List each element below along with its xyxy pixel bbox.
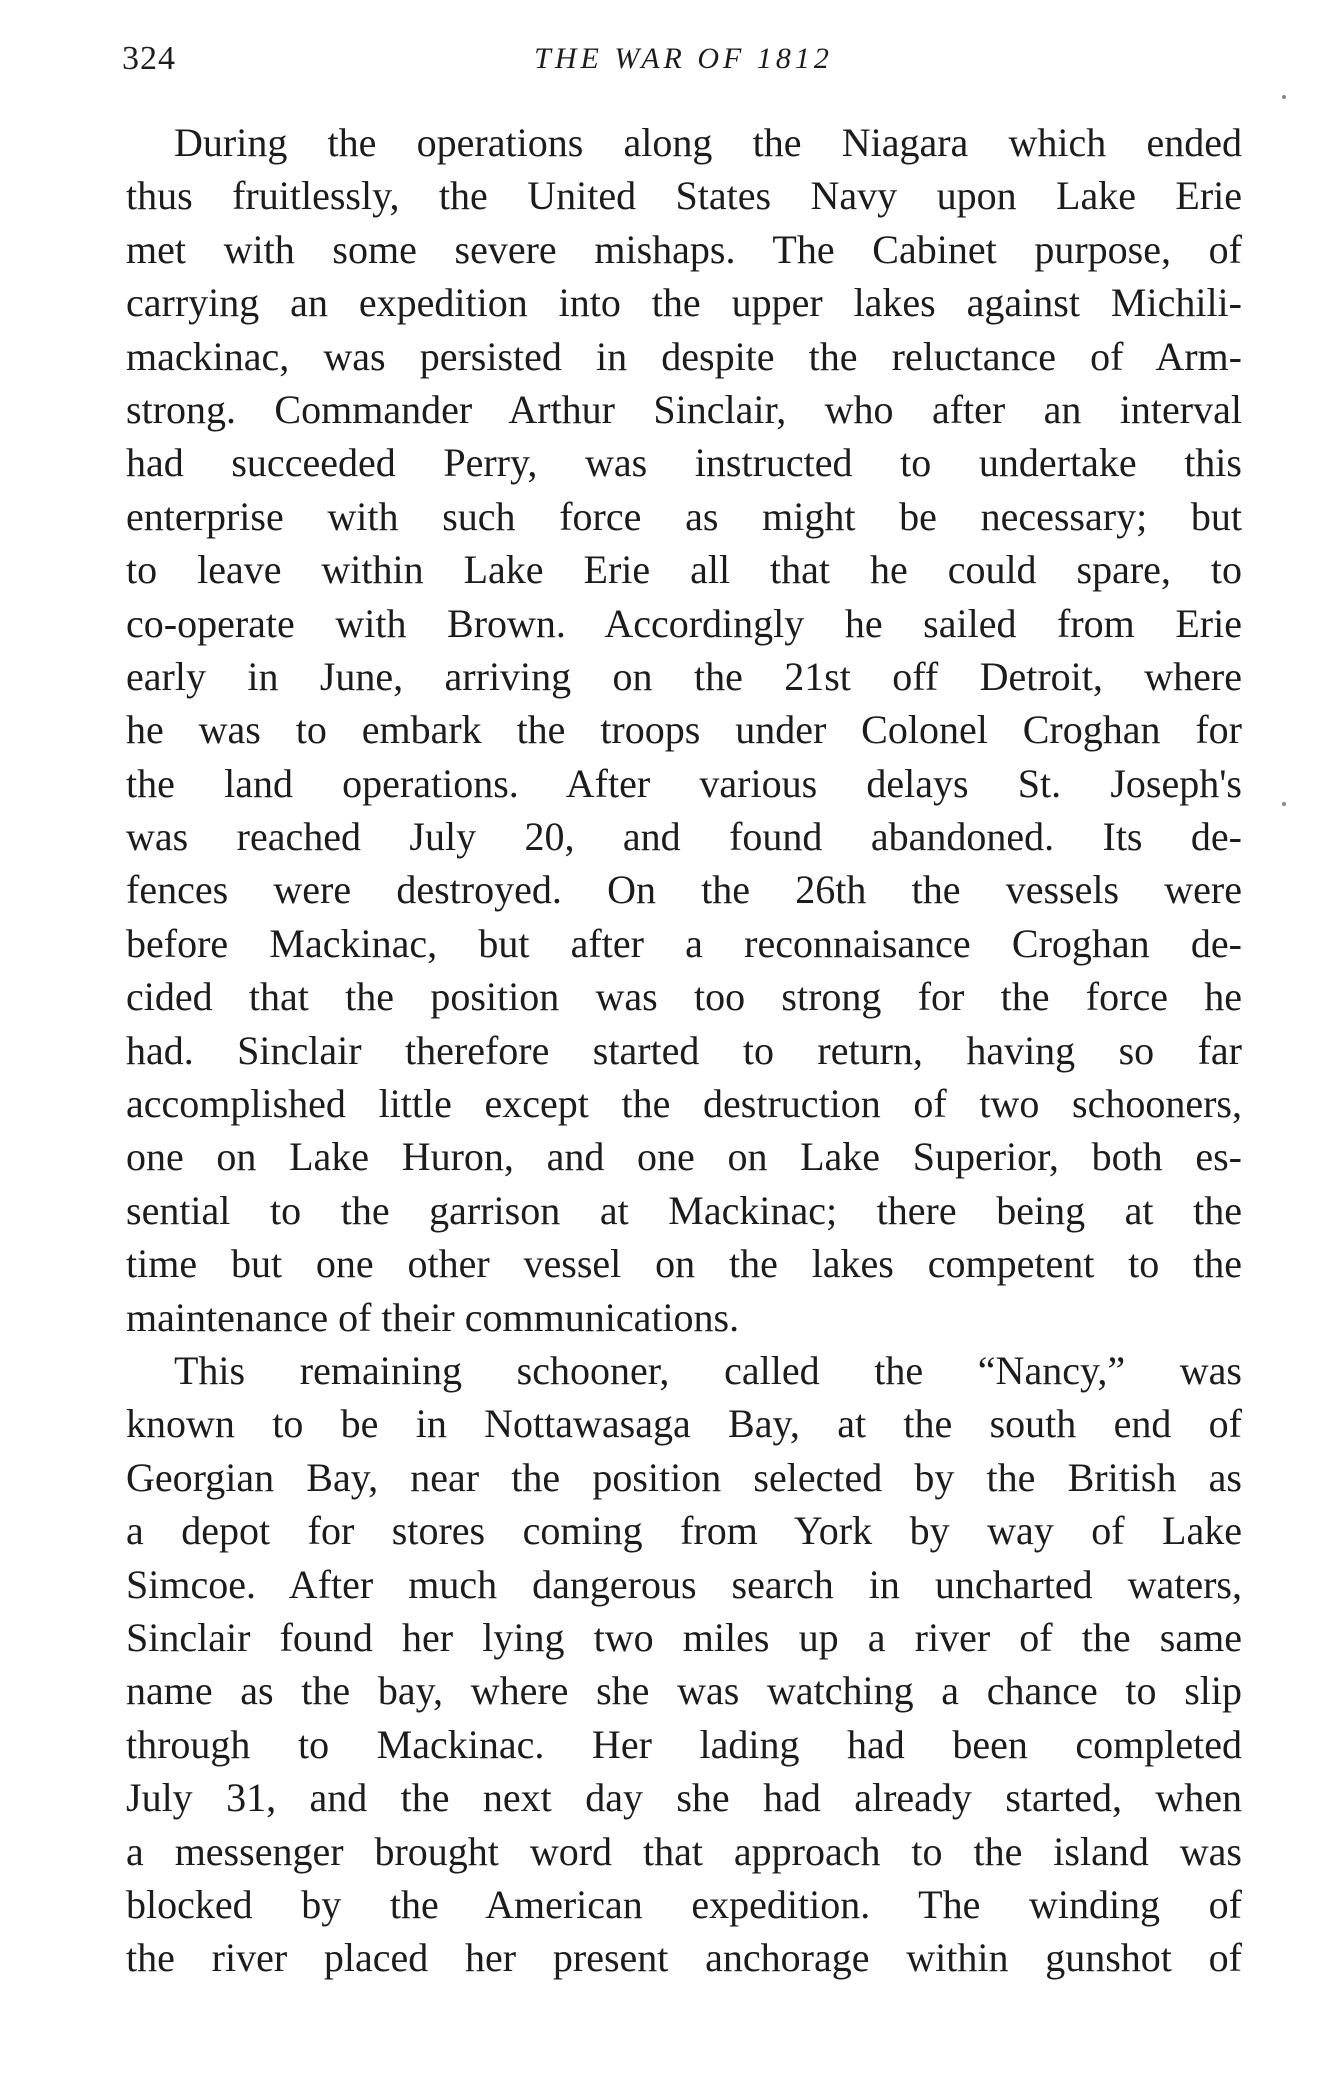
text-line: strong. Commander Arthur Sinclair, who after an interval	[126, 386, 1242, 432]
text-line: This remaining schooner, called the “Nancy,” was	[174, 1347, 1242, 1393]
text-line: had. Sinclair therefore started to return, having so far	[126, 1027, 1242, 1073]
text-line: During the operations along the Niagara which ended	[174, 120, 1242, 165]
text-line: a messenger brought word that approach to the island was	[126, 1828, 1242, 1874]
page-number: 324	[122, 40, 176, 77]
text-line: to leave within Lake Erie all that he could spare, to	[126, 547, 1242, 593]
page-header	[122, 40, 1245, 90]
text-line: sential to the garrison at Mackinac; there being at the	[126, 1187, 1242, 1233]
text-line: the land operations. After various delays St. Joseph's	[126, 760, 1242, 806]
text-line: before Mackinac, but after a reconnaisance Croghan de-	[126, 920, 1242, 966]
running-head: THE WAR OF 1812	[534, 42, 833, 75]
text-line: thus fruitlessly, the United States Navy upon Lake Erie	[126, 173, 1242, 219]
text-line: name as the bay, where she was watching a chance to slip	[126, 1668, 1242, 1714]
text-line: through to Mackinac. Her lading had been completed	[126, 1721, 1242, 1767]
text-line: co-operate with Brown. Accordingly he sailed from Erie	[126, 600, 1242, 646]
margin-speck	[1282, 802, 1286, 806]
text-line: one on Lake Huron, and one on Lake Superior, both es-	[126, 1134, 1242, 1180]
text-line: known to be in Nottawasaga Bay, at the south end of	[126, 1401, 1242, 1447]
text-line: July 31, and the next day she had already started, when	[126, 1775, 1242, 1821]
text-line: blocked by the American expedition. The winding of	[126, 1881, 1242, 1927]
text-line: the river placed her present anchorage within gunshot of	[126, 1935, 1242, 1981]
text-line: had succeeded Perry, was instructed to undertake this	[126, 440, 1242, 486]
text-line: early in June, arriving on the 21st off Detroit, where	[126, 653, 1242, 699]
text-line: Georgian Bay, near the position selected by the British as	[126, 1454, 1242, 1500]
text-line: met with some severe mishaps. The Cabinet purpose, of	[126, 226, 1242, 272]
text-line: mackinac, was persisted in despite the reluctance of Arm-	[126, 333, 1242, 379]
text-line: cided that the position was too strong for the force he	[126, 974, 1242, 1020]
text-line: enterprise with such force as might be necessary; but	[126, 493, 1242, 539]
paragraph-2	[126, 1344, 1242, 1985]
text-line: time but one other vessel on the lakes competent to the	[126, 1241, 1242, 1287]
text-line: fences were destroyed. On the 26th the vessels were	[126, 867, 1242, 913]
text-line: maintenance of their communications.	[126, 1294, 740, 1340]
text-line: was reached July 20, and found abandoned. Its de-	[126, 814, 1242, 860]
body-text	[126, 116, 1242, 1985]
text-line: he was to embark the troops under Colonel Croghan for	[126, 707, 1242, 753]
text-line: Simcoe. After much dangerous search in uncharted waters,	[126, 1561, 1242, 1607]
text-line: carrying an expedition into the upper lakes against Michili-	[126, 280, 1242, 326]
text-line: Sinclair found her lying two miles up a river of the same	[126, 1614, 1242, 1660]
text-line: a depot for stores coming from York by way of Lake	[126, 1508, 1242, 1554]
text-line: accomplished little except the destruction of two schooners,	[126, 1081, 1242, 1127]
margin-speck	[1282, 95, 1286, 99]
paragraph-1	[126, 116, 1242, 1344]
